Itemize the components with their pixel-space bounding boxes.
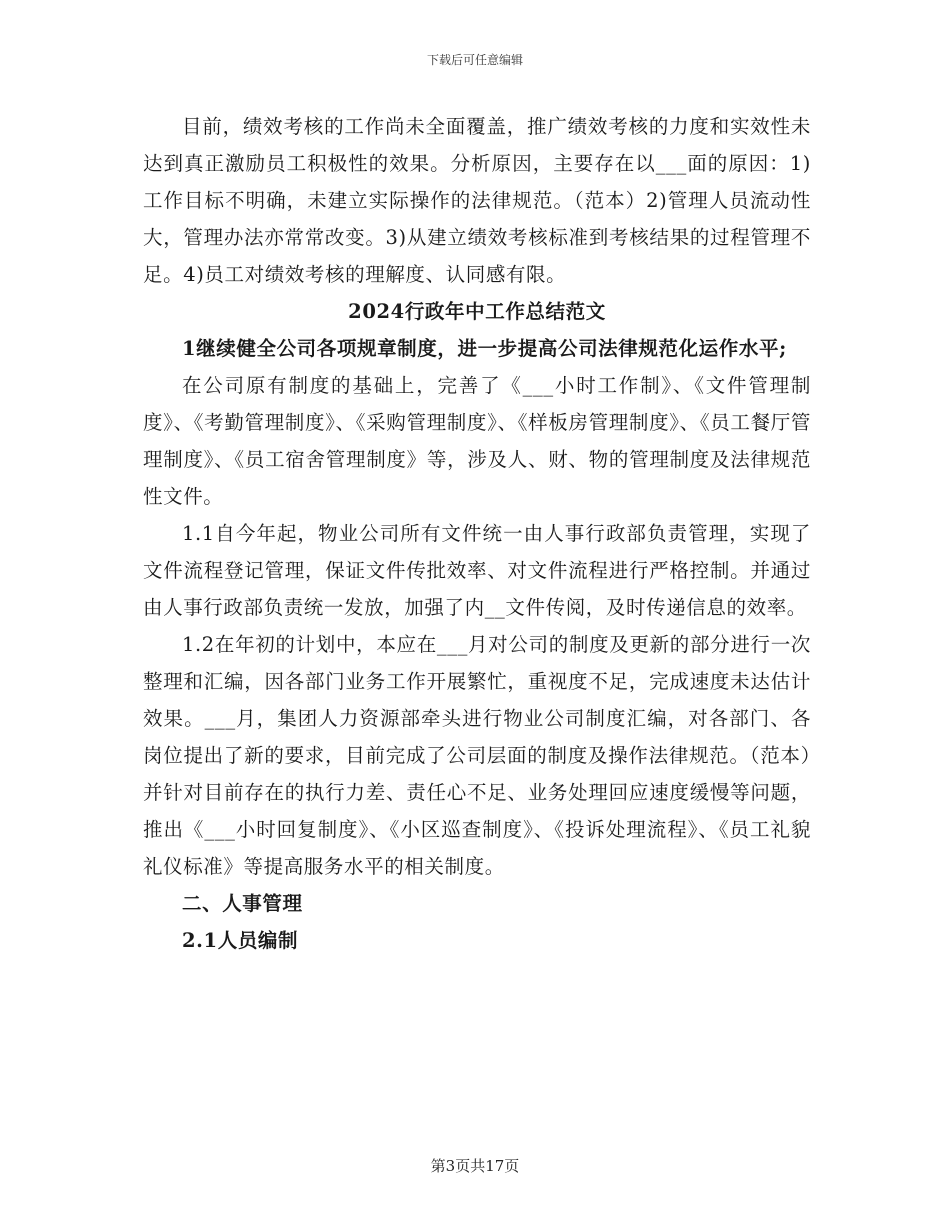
section-heading-rules: 1继续健全公司各项规章制度，进一步提高公司法律规范化运作水平; xyxy=(182,337,787,360)
subsection-heading-staffing: 2.1人员编制 xyxy=(182,929,299,952)
paragraph-regulations: 在公司原有制度的基础上，完善了《___小时工作制》、《文件管理制度》、《考勤管理制度》、《采购管理制度》、《样板房管理制度》、《员工餐厅管理制度》、《员工宿舍管理制度》等，涉及人、财、物的管理制度及法律规范性文件。 xyxy=(143,374,811,508)
page-number: 第3页共17页 xyxy=(430,1157,520,1175)
paragraph-document-management: 1.1自今年起，物业公司所有文件统一由人事行政部负责管理，实现了文件流程登记管理，保证文件传批效率、对文件流程进行严格控制。并通过由人事行政部负责统一发放，加强了内__文件传阅，及时传递信息的效率。 xyxy=(143,522,811,619)
document-body xyxy=(143,108,811,959)
paragraph-performance-review: 目前，绩效考核的工作尚未全面覆盖，推广绩效考核的力度和实效性未达到真正激励员工积极性的效果。分析原因，主要存在以___面的原因：1)工作目标不明确，未建立实际操作的法律规范。（范本）2)管理人员流动性大，管理办法亦常常改变。3)从建立绩效考核标准到考核结果的过程管理不足。4)员工对绩效考核的理解度、认同感有限。 xyxy=(143,115,811,286)
section-heading-personnel: 二、人事管理 xyxy=(182,892,303,915)
document-title: 2024行政年中工作总结范文 xyxy=(348,300,606,323)
paragraph-regulation-compilation: 1.2在年初的计划中，本应在___月对公司的制度及更新的部分进行一次整理和汇编，因各部门业务工作开展繁忙，重视度不足，完成速度未达估计效果。___月，集团人力资源部牵头进行物业公司制度汇编，对各部门、各岗位提出了新的要求，目前完成了公司层面的制度及操作法律规范。（范本）并针对目前存在的执行力差、责任心不足、业务处理回应速度缓慢等问题，推出《___小时回复制度》、《小区巡查制度》、《投诉处理流程》、《员工礼貌礼仪标准》等提高服务水平的相关制度。 xyxy=(143,633,811,878)
page-header-note: 下载后可任意编辑 xyxy=(426,53,523,67)
